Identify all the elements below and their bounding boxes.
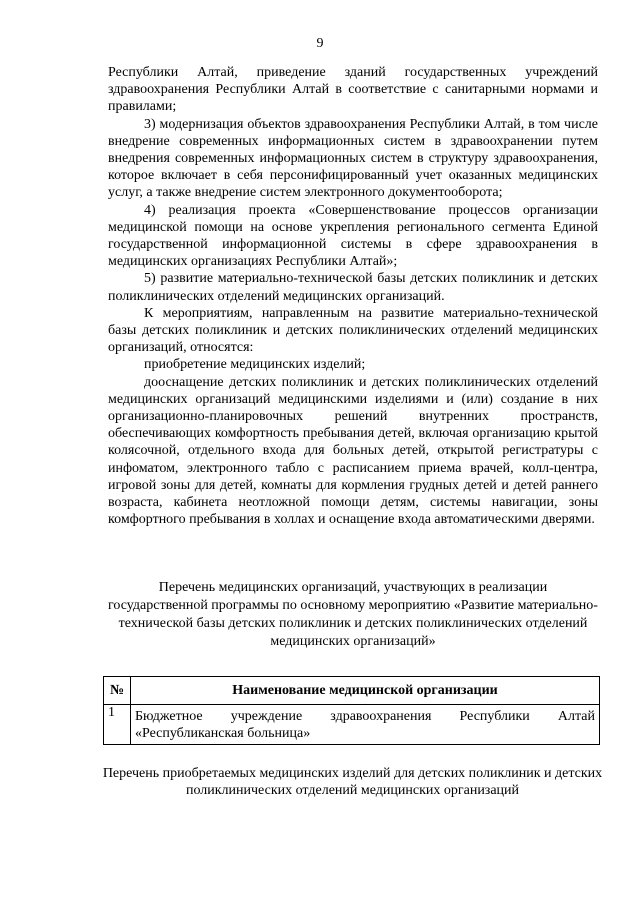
row-number: 1 <box>104 705 131 745</box>
page-number: 9 <box>316 36 324 51</box>
organizations-table <box>103 676 600 745</box>
paragraph: 4) реализация проекта «Совершенствование процессов организации медицинской помощи на основе укрепления регионального сегмента Единой государственной информационной системы в сфере здравоохранения в медицинских организациях Республики Алтай»; <box>108 202 598 270</box>
section-title: Перечень медицинских организаций, участвующих в реализации государственной программы по основному мероприятию «Развитие материально-технической базы детских поликлиник и детских поликлинических отделений медицинских организаций» <box>108 580 598 649</box>
paragraph: Республики Алтай, приведение зданий государственных учреждений здравоохранения Республики Алтай в соответствие с санитарными нормами и правилами; <box>108 65 598 115</box>
list-title: Перечень приобретаемых медицинских изделий для детских поликлиник и детских поликлинических отделений медицинских организаций <box>102 766 603 798</box>
paragraph: К мероприятиям, направленным на развитие материально-технической базы детских поликлиник и детских поликлинических отделений медицинских организаций, относятся: <box>108 305 598 356</box>
column-header-name: Наименование медицинской организации <box>131 677 600 705</box>
body-text <box>108 64 598 528</box>
paragraph: приобретение медицинских изделий; <box>144 357 366 373</box>
paragraph: 3) модернизация объектов здравоохранения Республики Алтай, в том числе внедрение современных информационных систем в здравоохранении путем внедрения современных информационных систем в структуру здравоохранения, которое включает в себя персонифицированный учет оказанных медицинских услуг, а также внедрение систем электронного документооборота; <box>108 116 598 201</box>
organization-name: Бюджетное учреждение здравоохранения Республики Алтай «Республиканская больница» <box>131 705 600 745</box>
table-row <box>104 705 600 745</box>
column-header-number: № <box>104 677 131 705</box>
table-header-row <box>104 677 600 705</box>
paragraph: дооснащение детских поликлиник и детских поликлинических отделений медицинских организаций медицинскими изделиями и (или) создание в них организационно-планировочных решений внутренних пространств, обеспечивающих комфортность пребывания детей, включая организацию крытой колясочной, отдельного входа для больных детей, открытой регистратуры с инфоматом, электронного табло с расписанием приема врачей, колл-центра, игровой зоны для детей, комнаты для кормления грудных детей и детей раннего возраста, кабинета неотложной помощи детям, системы навигации, зоны комфортного пребывания в холлах и оснащение входа автоматическими дверями. <box>108 374 598 528</box>
paragraph: 5) развитие материально-технической базы детских поликлиник и детских поликлинических отделений медицинских организаций. <box>108 271 598 304</box>
